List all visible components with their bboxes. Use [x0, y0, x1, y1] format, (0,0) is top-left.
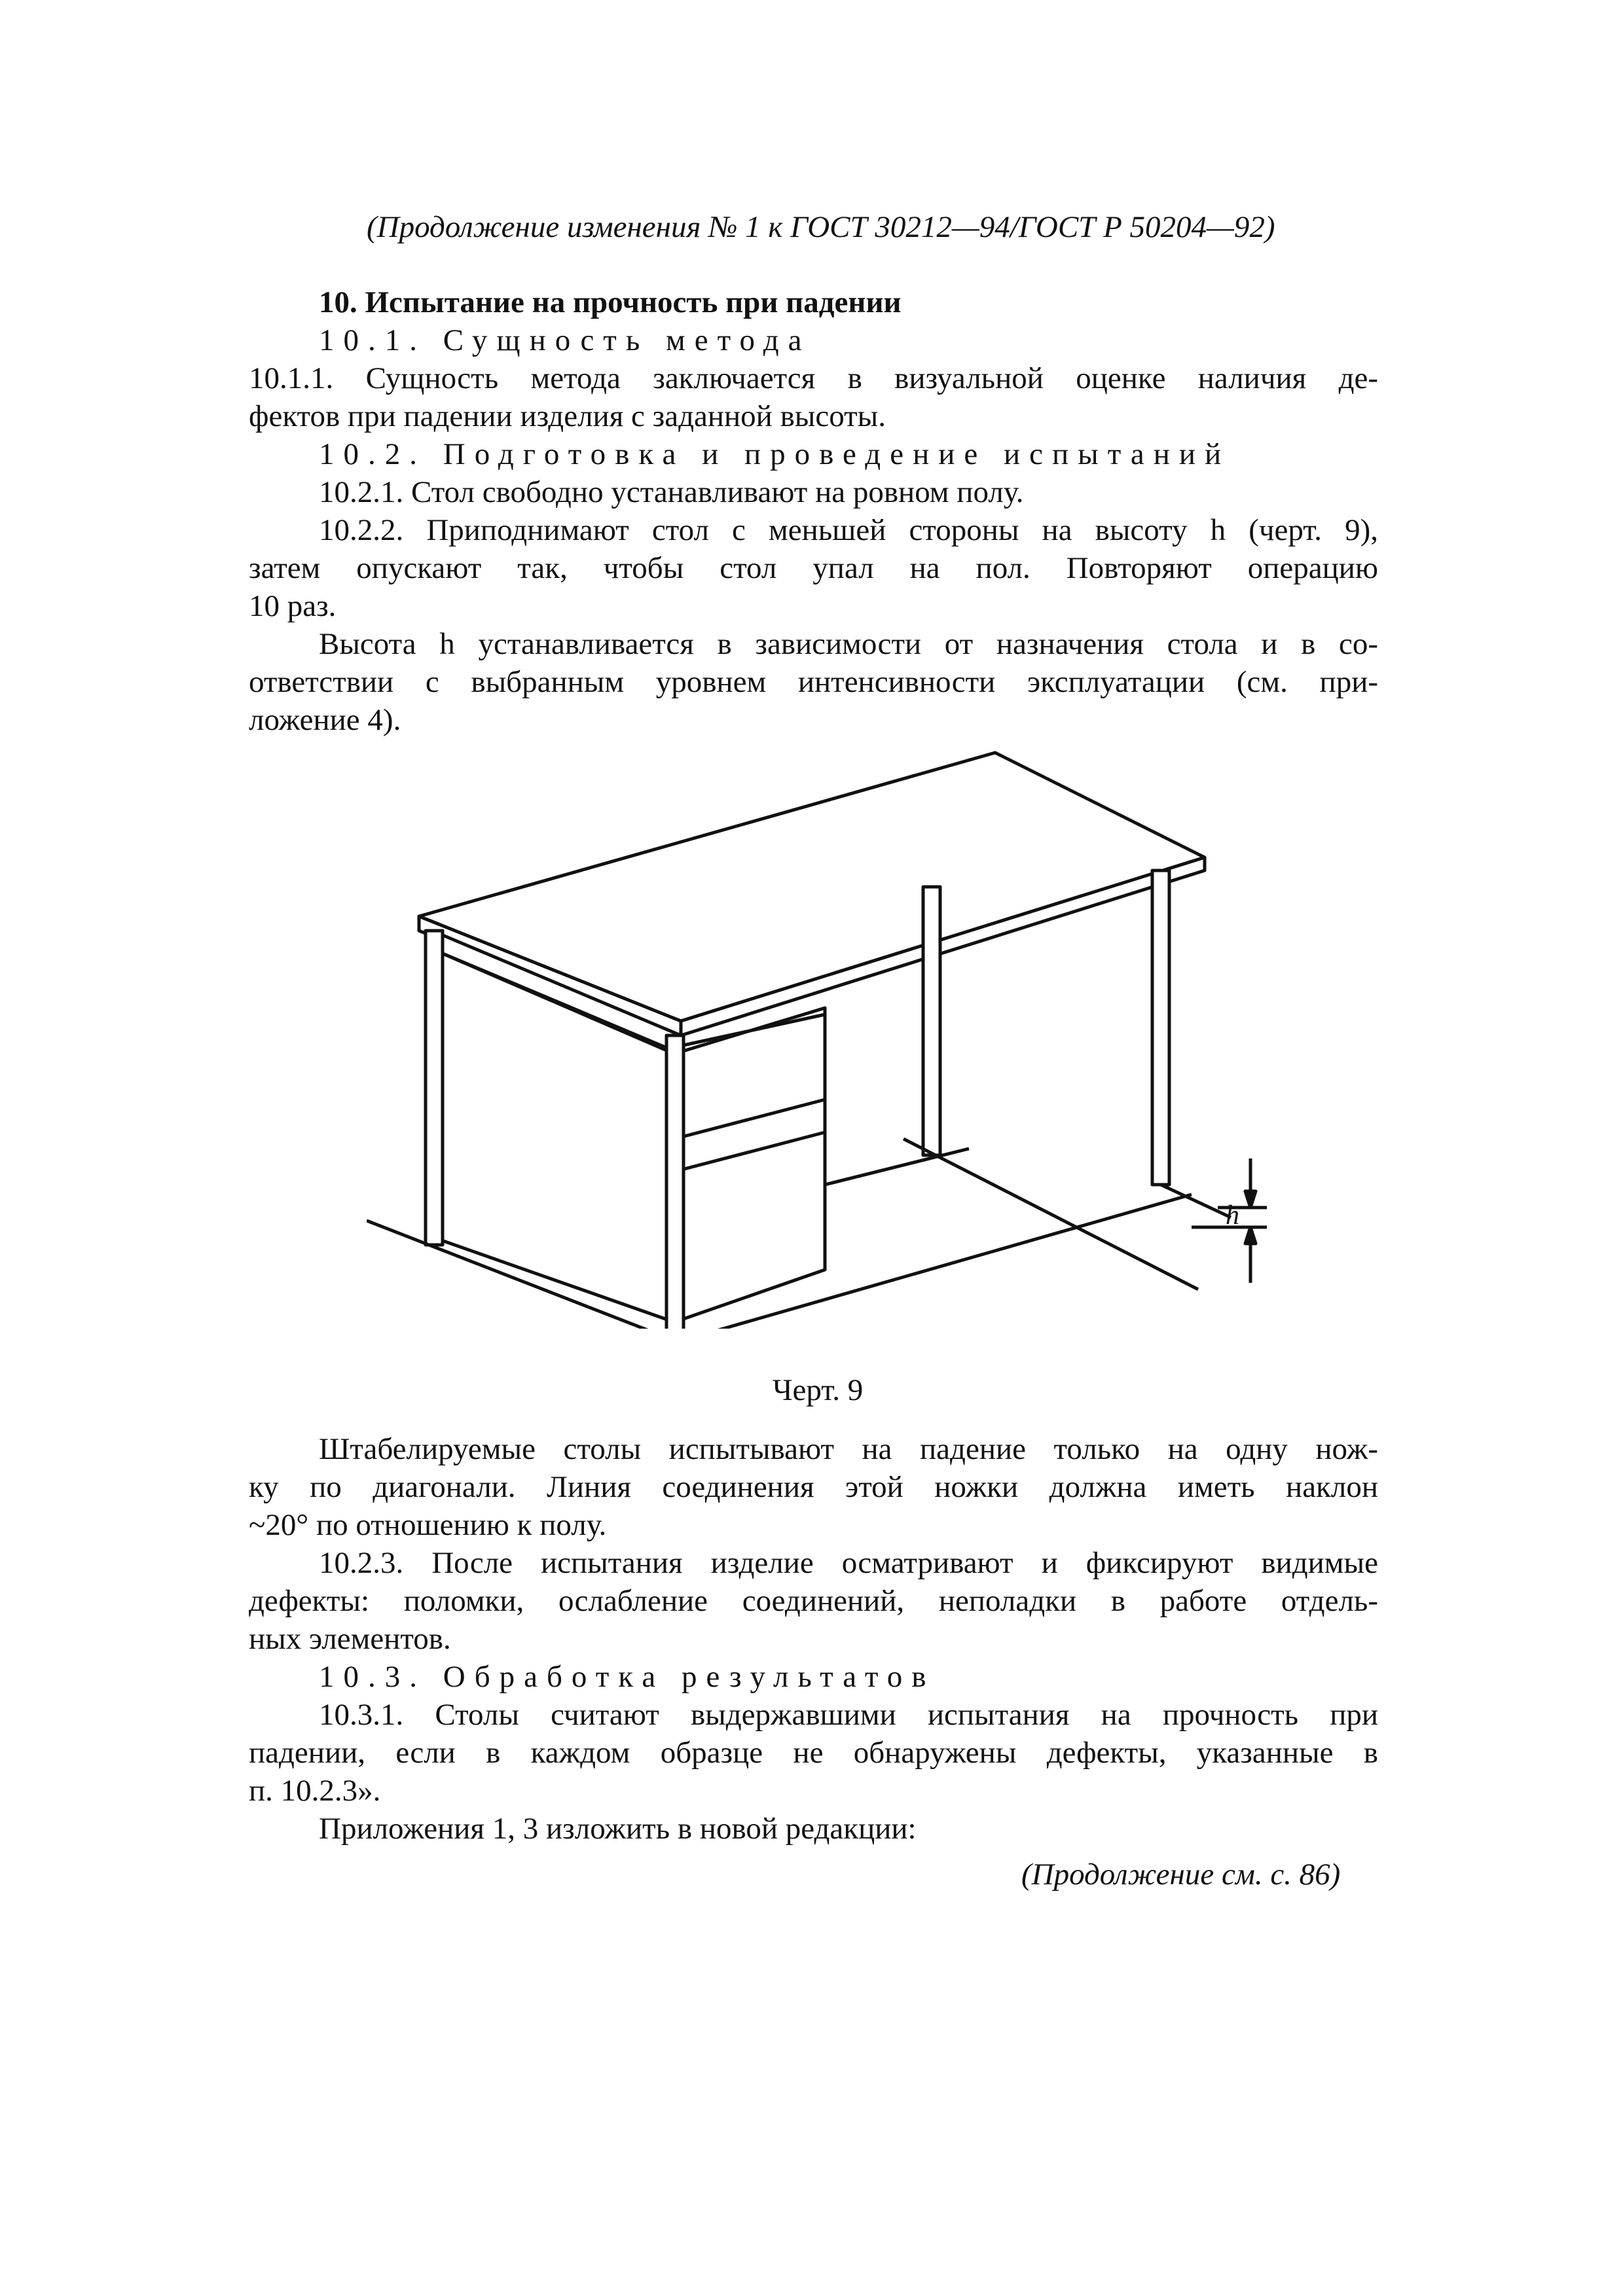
arrowhead-top	[1245, 1191, 1256, 1208]
dimension-label-h: h	[1226, 1200, 1239, 1230]
leg-back-right	[1152, 870, 1169, 1185]
desk-drawing-figure	[367, 740, 1283, 1329]
paragraph-10-2-3-line-3: ных элементов.	[249, 1622, 451, 1656]
paragraph-10-2-2-line-3: 10 раз.	[249, 589, 337, 623]
paragraph-stack-line-3: ~20° по отношению к полу.	[249, 1508, 607, 1542]
floor-line-back	[825, 1149, 969, 1185]
leg-front-right	[666, 1035, 684, 1329]
paragraph-10-2-3-line-1: 10.2.3. После испытания изделие осматривают и фиксируют видимые	[319, 1546, 1378, 1580]
paragraph-10-3-1-line-3: п. 10.2.3».	[249, 1774, 381, 1808]
paragraph-10-3-1-line-2: падении, если в каждом образце не обнаружены дефекты, указанные в	[249, 1736, 1378, 1770]
paragraph-height-line-2: ответствии с выбранным уровнем интенсивности эксплуатации (см. при-	[249, 665, 1378, 699]
footer-continuation: (Продолжение см. с. 86)	[1021, 1857, 1341, 1892]
leg-front-left	[426, 931, 443, 1245]
header-continuation: (Продолжение изменения № 1 к ГОСТ 30212—94/ГОСТ Р 50204—92)	[367, 210, 1275, 244]
leg-back-middle	[923, 887, 940, 1155]
paragraph-10-2-1: 10.2.1. Стол свободно устанавливают на ровном полу.	[319, 475, 1024, 509]
paragraph-10-1-1-line-2: фектов при падении изделия с заданной высоты.	[249, 399, 886, 433]
paragraph-10-2-2-line-1: 10.2.2. Приподнимают стол с меньшей стороны на высоту h (черт. 9),	[319, 513, 1378, 547]
paragraph-10-2-2-line-2: затем опускают так, чтобы стол упал на пол. Повторяют операцию	[249, 551, 1378, 585]
paragraph-10-1-1-line-1: 10.1.1. Сущность метода заключается в визуальной оценке наличия де-	[249, 361, 1378, 395]
paragraph-stack-line-1: Штабелируемые столы испытывают на падение только на одну нож-	[319, 1432, 1378, 1466]
arrowhead-bottom	[1245, 1227, 1256, 1244]
subsection-10-1: 10.1. Сущность метода	[319, 323, 811, 357]
paragraph-stack-line-2: ку по диагонали. Линия соединения этой ножки должна иметь наклон	[249, 1470, 1378, 1504]
paragraph-height-line-1: Высота h устанавливается в зависимости от назначения стола и в со-	[319, 627, 1378, 661]
subsection-10-3: 10.3. Обработка результатов	[319, 1660, 936, 1694]
figure-caption: Черт. 9	[773, 1373, 864, 1407]
paragraph-appendix: Приложения 1, 3 изложить в новой редакции:	[319, 1812, 917, 1846]
section-title: 10. Испытание на прочность при падении	[319, 285, 902, 319]
desk-drawing	[367, 740, 1283, 1329]
subsection-10-2: 10.2. Подготовка и проведение испытаний	[319, 437, 1231, 471]
paragraph-height-line-3: ложение 4).	[249, 703, 401, 737]
paragraph-10-2-3-line-2: дефекты: поломки, ослабление соединений, неполадки в работе отдель-	[249, 1584, 1378, 1618]
paragraph-10-3-1-line-1: 10.3.1. Столы считают выдержавшими испытания на прочность при	[319, 1698, 1378, 1732]
